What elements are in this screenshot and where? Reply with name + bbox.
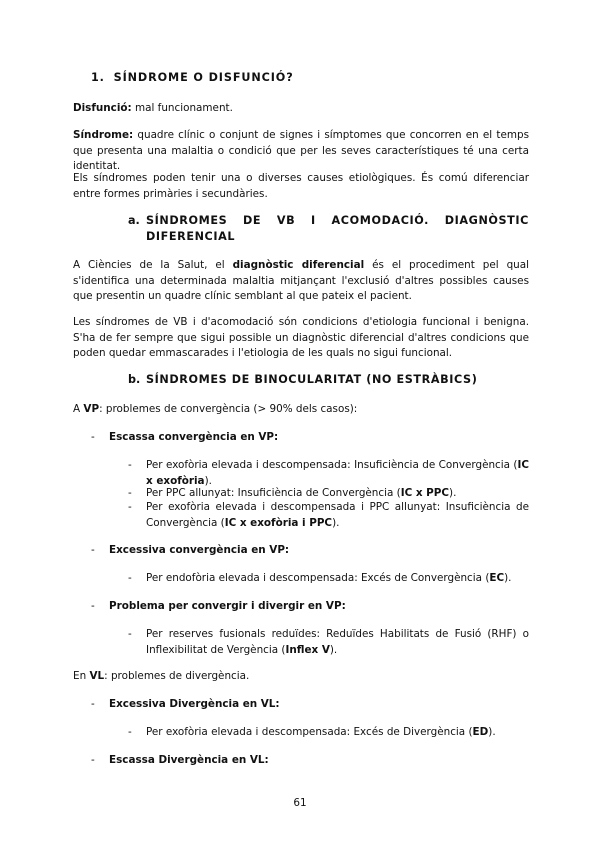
key-term: VP [83, 403, 100, 415]
section-heading [91, 70, 294, 86]
dash-marker: - [91, 600, 95, 612]
list-item [146, 627, 529, 658]
definition-disfuncio [73, 101, 529, 117]
text-span: A [73, 403, 84, 415]
definition-term: Disfunció: [73, 102, 132, 114]
list-item [146, 571, 529, 587]
definition-term: Síndrome: [73, 129, 134, 141]
text-span: Per exofòria elevada i descompensada: Insuficiència de Convergència ( [146, 459, 518, 471]
text-span: Per PPC allunyat: Insuficiència de Convergència ( [146, 487, 401, 499]
key-term: IC x exofòria i PPC [224, 516, 333, 529]
text-span: ). [204, 474, 212, 487]
paragraph-vp-intro [73, 402, 529, 418]
key-term: IC x exofòria [146, 459, 529, 487]
text-span: Per endofòria elevada i descompensada: Excés de Convergència ( [146, 572, 490, 584]
subsection-a-title [146, 213, 529, 244]
group-title: Excessiva Divergència en VL: [109, 698, 280, 710]
group-title: Problema per convergir i divergir en VP: [109, 600, 346, 612]
dash-marker: - [91, 544, 95, 556]
group-title: Escassa Divergència en VL: [109, 754, 269, 766]
group-title: Escassa convergència en VP: [109, 431, 279, 443]
key-term: IC x PPC [400, 487, 450, 499]
text-span: ). [329, 643, 338, 656]
list-item [146, 458, 529, 489]
text-span: és el procediment pel qual s'identifica una determinada malaltia mitjançant l'exclusió d'altres possibles causes que presentin un quadre clínic semblant al que pateix el pacient. [73, 259, 530, 303]
paragraph-vl-intro [73, 669, 529, 685]
text-span: ). [332, 516, 340, 529]
list-item [146, 500, 529, 531]
subsection-title-line: SÍNDROMES DE VB I ACOMODACIÓ. DIAGNÒSTIC [146, 214, 529, 227]
text-span: Per reserves fusionals reduïdes: Reduïdes Habilitats de Fusió (RHF) o Inflexibilitat de Vergència ( [146, 628, 529, 656]
bullet-marker: - [128, 459, 132, 471]
text-span: : problemes de divergència. [104, 670, 250, 682]
subsection-b-title: SÍNDROMES DE BINOCULARITAT (NO ESTRÀBICS) [146, 373, 478, 386]
definition-text: mal funcionament. [131, 102, 233, 114]
subsection-title-line: DIFERENCIAL [146, 229, 236, 243]
list-item [146, 725, 529, 741]
key-term: VL [89, 670, 105, 682]
bullet-marker: - [128, 628, 132, 640]
dash-marker: - [91, 698, 95, 710]
text-span: En [73, 670, 90, 682]
dash-marker: - [91, 754, 95, 766]
subsection-letter: a. [128, 214, 140, 227]
text-span: ). [504, 572, 512, 584]
bullet-marker: - [128, 572, 132, 584]
paragraph-causes: Els síndromes poden tenir una o diverses causes etiològiques. És comú diferenciar entre formes primàries i secundàries. [73, 172, 529, 200]
group-title: Excessiva convergència en VP: [109, 544, 290, 556]
bullet-marker: - [128, 487, 132, 499]
text-span: Per exofòria elevada i descompensada: Excés de Divergència ( [146, 726, 473, 738]
text-span: Per exofòria elevada i descompensada i PPC allunyat: Insuficiència de Convergència ( [146, 501, 529, 529]
section-number: 1. [91, 71, 105, 84]
paragraph-diagnostic [73, 258, 529, 305]
key-term: Inflex V [285, 643, 330, 656]
key-term: diagnòstic diferencial [232, 259, 365, 271]
key-term: ED [472, 726, 489, 738]
definition-sindrome [73, 128, 529, 175]
text-span: ). [488, 726, 496, 738]
bullet-marker: - [128, 726, 132, 738]
definition-text: quadre clínic o conjunt de signes i símptomes que concorren en el temps que presenta una malaltia o condició que per les seves característiques té una certa identitat. [73, 129, 529, 173]
bullet-marker: - [128, 501, 132, 513]
dash-marker: - [91, 431, 95, 443]
text-span: ). [449, 487, 457, 499]
section-title: SÍNDROME O DISFUNCIÓ? [113, 71, 294, 84]
text-span: : problemes de convergència (> 90% dels casos): [99, 403, 358, 415]
subsection-letter: b. [128, 373, 141, 386]
text-span: A Ciències de la Salut, el [73, 259, 233, 271]
paragraph-vb-acomodacio: Les síndromes de VB i d'acomodació són condicions d'etiologia funcional i benigna. S'ha de fer sempre que sigui possible un diagnòstic diferencial d'altres condicions que poden quedar emmascarades i l'etiologia de les quals no sigui funcional. [73, 316, 529, 360]
key-term: EC [489, 572, 505, 584]
page-number: 61 [293, 797, 307, 809]
